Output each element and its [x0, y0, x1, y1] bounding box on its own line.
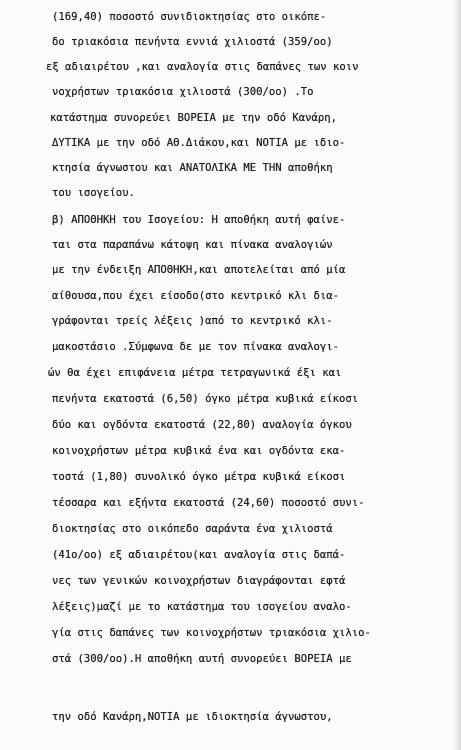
- text-line-27: την οδό Κανάρη,ΝΟΤΙΑ με ιδιοκτησία άγνωστου,: [52, 711, 333, 723]
- text-line-23: νες των γενικών κοινοχρήστων διαγράφονται εφτά: [52, 575, 346, 587]
- text-line-16: πενήντα εκατοστά (6,50) όγκο μέτρα κυβικά είκοσι: [52, 393, 359, 405]
- text-line-3: εξ αδιαιρέτου ,και αναλογία στις δαπάνες των κοιν: [46, 61, 359, 73]
- text-line-8: του ισογείου.: [52, 187, 135, 199]
- text-line-26: στά (300/οο).Η αποθήκη αυτή συνορεύει ΒΟΡΕΙΑ με: [52, 653, 352, 665]
- text-line-7: κτησία άγνωστου και ΑΝΑΤΟΛΙΚΑ ΜΕ ΤΗΝ αποθήκη: [52, 162, 333, 174]
- text-line-21: διοκτησίας στο οικόπεδο σαράντα ένα χιλιοστά: [52, 523, 333, 535]
- text-line-10: ται στα παραπάνω κάτοψη και πίνακα αναλογιών: [52, 239, 333, 251]
- text-line-12: αίθουσα,που έχει είσοδο(στο κεντρικό κλι δια-: [52, 290, 340, 302]
- text-line-1: (169,40) ποσοστό συνιδιοκτησίας στο οικόπε-: [52, 11, 327, 23]
- text-line-18: κοινοχρήστων μέτρα κυβικά ένα και ογδόντα εκα-: [52, 445, 346, 457]
- text-line-24: λέξεις)μαζί με το κατάστημα του ισογείου αναλο-: [52, 601, 352, 613]
- text-line-25: γία στις δαπάνες των κοινοχρήστων τριακόσια χιλιο-: [52, 627, 371, 639]
- text-line-2: δο τριακόσια πενήντα εννιά χιλιοστά (359/οο): [52, 36, 333, 48]
- text-line-19: τοστά (1,80) συνολικό όγκο μέτρα κυβικά είκοσι: [52, 471, 346, 483]
- text-line-4: νοχρήστων τριακόσια χιλιοστά (300/οο) .Το: [52, 86, 314, 98]
- text-line-20: τέσσαρα και εξήντα εκατοστά (24,60) ποσοστό συνι-: [52, 497, 365, 509]
- text-line-6: ΔΥΤΙΚΑ με την οδό ΑΘ.Διάκου,και ΝΟΤΙΑ με ιδιο-: [52, 137, 346, 149]
- text-line-13: γράφονται τρείς λέξεις )από το κεντρικό κλι-: [52, 315, 333, 327]
- text-line-9: β) ΑΠΟΘΗΚΗ του Ισογείου: Η αποθήκη αυτή φαίνε-: [52, 214, 346, 226]
- text-line-14: μακοστάσιο .Σύμφωνα δε με τον πίνακα αναλογι-: [52, 341, 340, 353]
- text-line-15: ών θα έχει επιφάνεια μέτρα τετραγωνικά έξι και: [48, 367, 342, 379]
- text-line-5: κατάστημα συνορεύει ΒΟΡΕΙΑ με την οδό Κανάρη,: [50, 112, 338, 124]
- page-edge-shadow: [453, 0, 461, 750]
- text-line-22: (41ο/οο) εξ αδιαιρέτου(και αναλογία στις δαπά-: [52, 549, 346, 561]
- text-line-11: με την ένδειξη ΑΠΟΘΗΚΗ,και αποτελείται από μία: [52, 264, 346, 276]
- text-line-17: δύο και ογδόντα εκατοστά (22,80) αναλογία όγκου: [52, 419, 352, 431]
